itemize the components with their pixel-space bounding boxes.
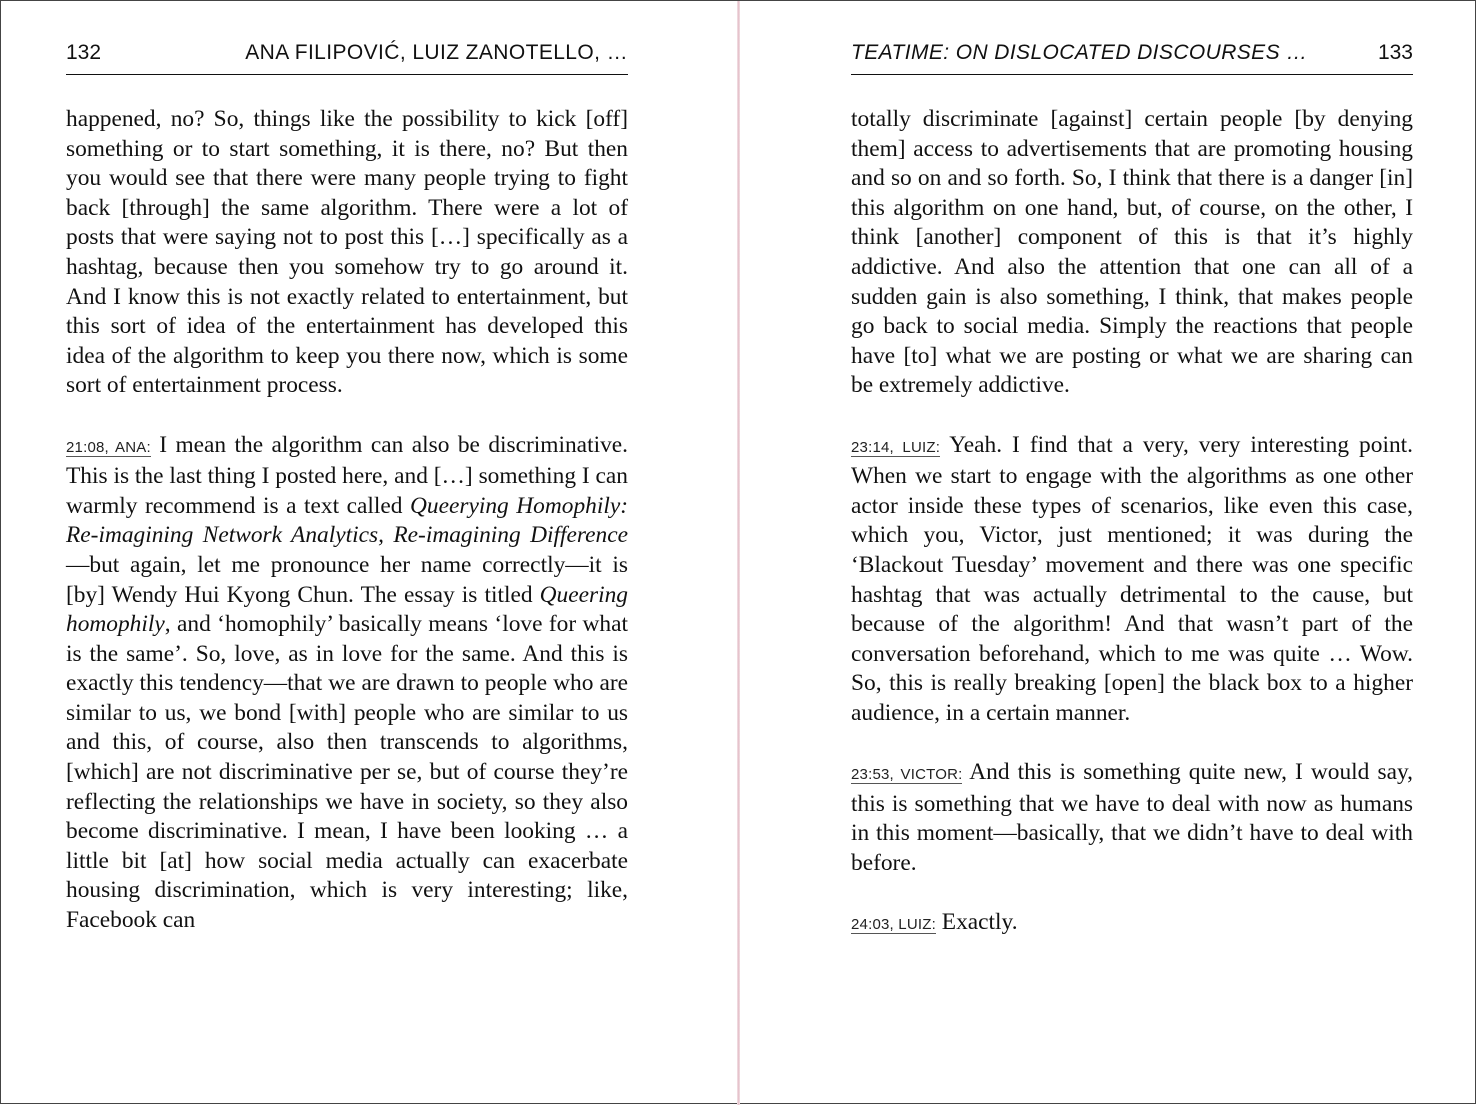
right-paragraph-2 (851, 431, 1413, 729)
right-paragraph-3 (851, 758, 1413, 878)
left-running-title: ANA FILIPOVIĆ, LUIZ ZANOTELLO, … (245, 41, 628, 64)
right-running-title: TEATIME: ON DISLOCATED DISCOURSES … (851, 41, 1308, 64)
speaker-label-victor: 23:53, VICTOR: (851, 766, 963, 784)
right-running-head (851, 41, 1413, 75)
right-paragraph-1: totally discriminate [against] certain people [by denying them] access to advertisements that are promoting housing and so on and so forth. So, I think that there is a danger [in] this algorithm on one hand, but, of course, on the other, I think [another] component of this is that it’s highly addictive. And also the attention that one can all of a sudden gain is also something, I think, that makes people go back to social media. Simply the reactions that people have [to] what we are posting or what we are sharing can be extremely addictive. (851, 106, 1413, 399)
left-page-number: 132 (66, 41, 102, 64)
left-page (1, 1, 737, 1105)
right-paragraph-4-text: Exactly. (935, 909, 1018, 936)
speaker-label-luiz-2: 24:03, LUIZ: (851, 916, 936, 934)
right-paragraph-3-text: And this is something quite new, I would say, this is something that we have to deal with now as humans in this moment—basically, that we didn’t have to deal with before. (851, 759, 1413, 876)
left-body-text (66, 105, 628, 936)
left-running-head (66, 41, 628, 75)
left-paragraph-2-text-c: , and ‘homophily’ basically means ‘love for what is the same’. So, love, as in love for the same. And this is exactly this tendency—that we are drawn to people who are similar to us, we bond [with] people who are similar to us and this, of course, also then transcends to algorithms, [which] are not discriminative per se, but of course they’re reflecting the relationships we have in society, so they also become discriminative. I mean, I have been looking … a little bit [at] how social media actually can exacerbate housing discrimination, which is very interesting; like, Facebook can (66, 611, 628, 934)
left-paragraph-2 (66, 431, 628, 936)
right-paragraph-2-text: Yeah. I find that a very, very interesting point. When we start to engage with the algorithms as one other actor inside these types of scenarios, like even this case, which you, Victor, just mentioned; it was during the ‘Blackout Tuesday’ movement and there was one specific hashtag that was actually detrimental to the cause, but because of the algorithm! And that wasn’t part of the conversation beforehand, which to me was quite … Wow. So, this is really breaking [open] the black box to a higher audience, in a certain manner. (851, 431, 1413, 726)
left-paragraph-1: happened, no? So, things like the possibility to kick [off] something or to start something, it is there, no? But then you would see that there were many people trying to fight back [through] the same algorithm. There were a lot of posts that were saying not to post this […] specifically as a hashtag, because then you somehow try to go around it. And I know this is not exactly related to entertainment, but this sort of idea of the entertainment has developed this idea of the algorithm to keep you there now, which is some sort of entertainment process. (66, 106, 628, 399)
left-paragraph-2-text-a: I mean the algorithm can also be discriminative. This is the last thing I posted here, and […] something I can warmly recommend is a text called (66, 431, 628, 519)
right-page (740, 1, 1476, 1105)
right-page-number: 133 (1377, 41, 1413, 64)
right-paragraph-4 (851, 908, 1413, 940)
right-body-text (851, 105, 1413, 940)
essay-title-queering-homophily: Queering homophily (66, 581, 628, 638)
book-title-queerying-homophily: Queerying Homophily: Re-imagining Network Analytics, Re-imagining Difference (66, 492, 628, 549)
speaker-label-luiz: 23:14, LUIZ: (851, 438, 941, 456)
left-paragraph-2-text-b: —but again, let me pronounce her name correctly—it is [by] Wendy Hui Kyong Chun. The essay is titled (66, 551, 628, 608)
speaker-label-ana: 21:08, ANA: (66, 438, 151, 456)
